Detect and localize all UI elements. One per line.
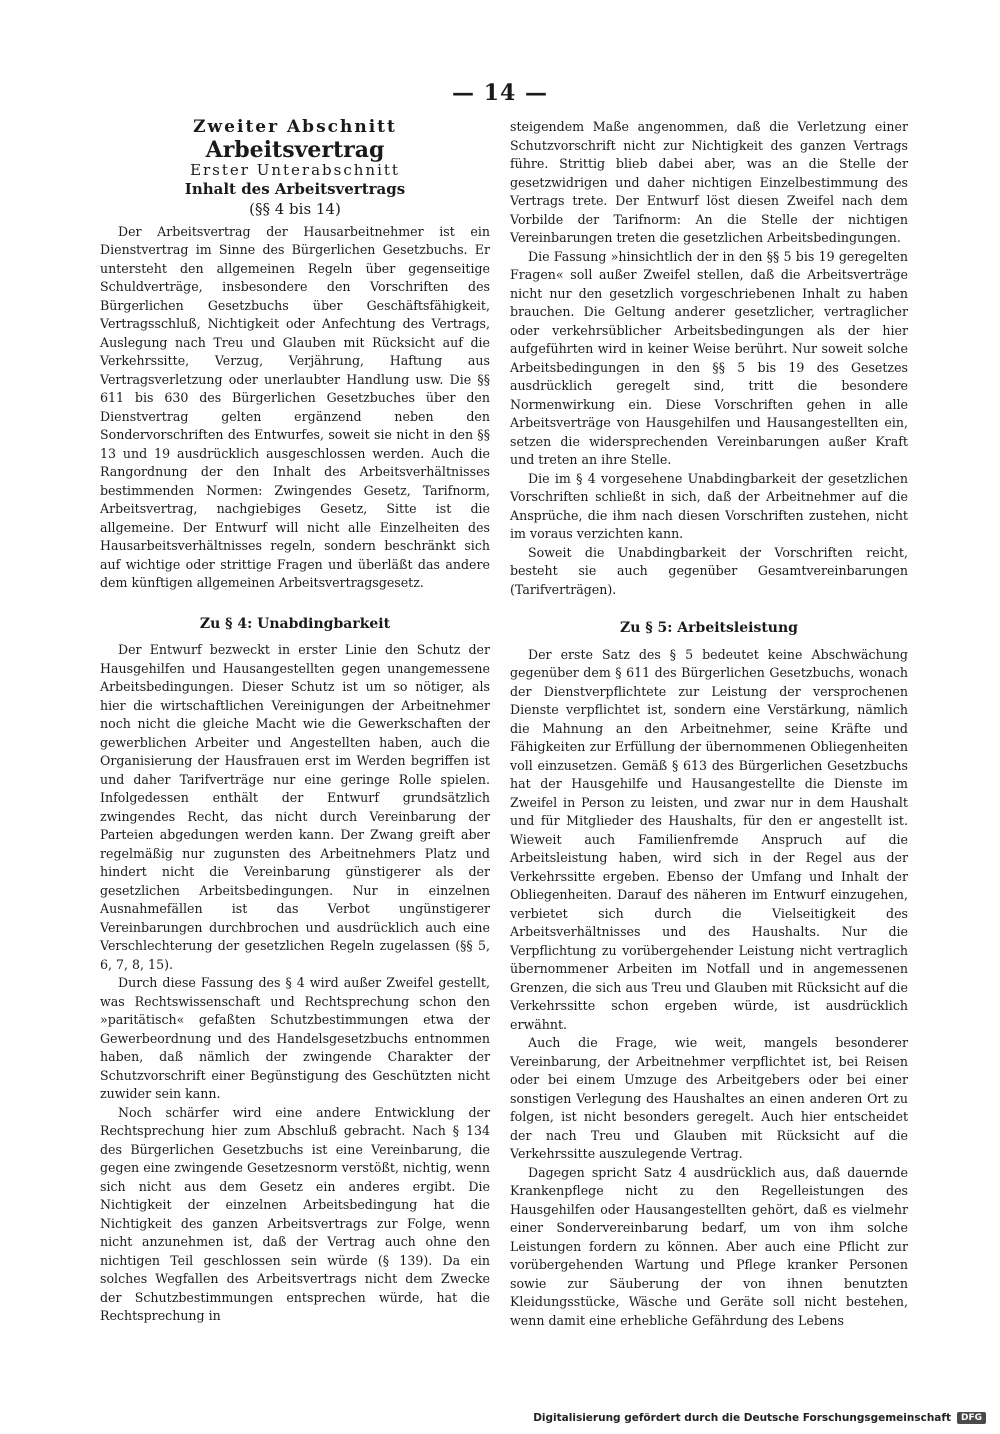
paragraph-5-2: Auch die Frage, wie weit, mangels besonderer Vereinbarung, der Arbeitnehmer verpflichtet ist, bei Reisen oder bei einem Umzuge des Arbeitgebers oder bei einer sonstigen Verlegung des Haushaltes an einen anderen Ort zu folgen, ist nicht besonders geregelt. Auch hier entscheidet der nach Treu und Glauben mit Rücksicht auf die Verkehrssitte auszulegende Vertrag. xyxy=(510,1035,908,1161)
fassung-paragraph: Die Fassung »hinsichtlich der in den §§ 5 bis 19 geregelten Fragen« soll außer Zweifel stellen, daß die Arbeitsverträge nicht nur den gesetzlich vorgeschriebenen Inhalt zu haben brauchen. Die Geltung anderer gesetzlicher, vertraglicher oder verkehrsüblicher Arbeitsbedingungen als der hier aufgeführten wird in keiner Weise berührt. Nur soweit solche Arbeitsbedingungen in den §§ 5 bis 19 des Gesetzes ausdrücklich geregelt sind, tritt die besondere Normenwirkung ein. Diese Vorschriften gehen in alle Arbeitsverträge von Hausgehilfen und Hausangestellten ein, setzen die widersprechenden Vereinbarungen außer Kraft und treten an ihre Stelle. xyxy=(510,248,908,467)
paragraph-5-3: Dagegen spricht Satz 4 ausdrücklich aus, daß dauernde Krankenpflege nicht zu den Regelleistungen des Hausgehilfen oder Hausangestellten gehört, daß es vielmehr einer Sondervereinbarung bedarf, um von ihm solche Leistungen fordern zu können. Aber auch eine Pflicht zur vorübergehenden Wartung und Pflege kranker Personen sowie zur Säuberung der von ihnen benutzten Kleidungsstücke, Wäsche und Geräte soll nicht bestehen, wenn damit eine erhebliche Gefährdung des Lebens xyxy=(510,1164,908,1328)
subsection-heading: Inhalt des Arbeitsvertrags xyxy=(184,179,406,198)
unabdingbarkeit-paragraph: Die im § 4 vorgesehene Unabdingbarkeit der gesetzlichen Vorschriften schließt in sich, daß der Arbeitnehmer auf die Ansprüche, die ihm nach diesen Vorschriften zustehen, nicht im voraus verzichten kann. xyxy=(510,470,908,541)
left-column xyxy=(100,118,490,1326)
footer xyxy=(533,1412,986,1424)
section-heading: Arbeitsvertrag xyxy=(205,136,385,163)
paragraph-5-1: Der erste Satz des § 5 bedeutet keine Abschwächung gegenüber dem § 611 des Bürgerlichen Gesetzbuchs, wonach der Dienstverpflichtete zur Leistung der versprochenen Dienste verpflichtet ist, sondern eine Verstärkung, nämlich die Mahnung an den Arbeitnehmer, seine Kräfte und Fähigkeiten zur Erfüllung der übernommenen Obliegenheiten voll einzusetzen. Gemäß § 613 des Bürgerlichen Gesetzbuchs hat der Hausgehilfe und Hausangestellte die Dienste im Zweifel in Person zu leisten, und zwar nur in dem Haushalt und für Mitglieder des Haushalts, für den er angestellt ist. Wieweit auch Familienfremde Anspruch auf die Arbeitsleistung haben, wird sich in der Regel aus der Verkehrssitte ergeben. Ebenso der Umfang und Inhalt der Obliegenheiten. Darauf des näheren im Entwurf einzugehen, verbietet sich durch die Vielseitigkeit des Arbeitsverhältnisses und des Haushalts. Nur die Verpflichtung zu vorübergehender Leistung nicht vertraglich übernommener Arbeiten im Notfall und in angemessenen Grenzen, die sich aus Treu und Glauben mit Rücksicht auf die Verkehrssitte schon ergeben würde, ist ausdrücklich erwähnt. xyxy=(510,646,908,1032)
paragraph-4-3: Noch schärfer wird eine andere Entwicklung der Rechtsprechung hier zum Abschluß gebracht. Nach § 134 des Bürgerlichen Gesetzbuchs ist eine Vereinbarung, die gegen eine zwingende Gesetzesnorm verstößt, nichtig, wenn sich nicht aus dem Gesetz ein anderes ergibt. Die Nichtigkeit der einzelnen Arbeitsbedingung hat die Nichtigkeit des ganzen Arbeitsvertrags zur Folge, wenn nicht anzunehmen ist, daß der Vertrag auch ohne den nichtigen Teil geschlossen sein würde (§ 139). Da ein solches Wegfallen des Arbeitsvertrags nicht dem Zwecke der Schutzbestimmungen entsprechen würde, hat die Rechtsprechung in xyxy=(100,1104,490,1323)
right-column xyxy=(510,118,908,1330)
soweit-paragraph: Soweit die Unabdingbarkeit der Vorschriften reicht, besteht sie auch gegenüber Gesamtvereinbarungen (Tarifverträgen). xyxy=(510,544,908,597)
heading-section-4: Zu § 4: Unabdingbarkeit xyxy=(199,615,391,632)
subsection-title: Erster Unterabschnitt xyxy=(190,161,400,179)
paragraph-4-2: Durch diese Fassung des § 4 wird außer Zweifel gestellt, was Rechtswissenschaft und Rechtsprechung schon den »paritätisch« gefaßten Schutzbestimmungen etwa der Gewerbeordnung und des Handelsgesetzbuchs entnommen haben, daß nämlich der zwingende Charakter der Schutzvorschrift einer Begünstigung des Geschützten nicht zuwider sein kann. xyxy=(100,975,490,1101)
dfg-logo: DFG xyxy=(957,1412,986,1424)
paragraph-4-1: Der Entwurf bezweckt in erster Linie den Schutz der Hausgehilfen und Hausangestellten gegen unangemessene Arbeitsbedingungen. Dieser Schutz ist um so nötiger, als hier die wirtschaftlichen Vereinigungen der Arbeitnehmer noch nicht die gleiche Macht wie die Gewerkschaften der gewerblichen Arbeiter und Angestellten haben, auch die Organisierung der Hausfrauen erst im Werden begriffen ist und daher Tarifverträge nur eine geringe Rolle spielen. Infolgedessen enthält der Entwurf grundsätzlich zwingendes Recht, das nicht durch Vereinbarung der Parteien abgedungen werden kann. Der Zwang greift aber regelmäßig nur zugunsten des Arbeitnehmers Platz und hindert nicht die Vereinbarung günstigerer als der gesetzlichen Arbeitsbedingungen. Nur in einzelnen Ausnahmefällen ist das Verbot ungünstigerer Vereinbarungen durchbrochen und ausdrücklich auch eine Verschlechterung der gesetzlichen Regeln zugelassen (§§ 5, 6, 7, 8, 15). xyxy=(100,642,490,972)
page-number: — 14 — xyxy=(452,80,548,106)
continuation-paragraph: steigendem Maße angenommen, daß die Verletzung einer Schutzvorschrift nicht zur Nichtigkeit des ganzen Vertrags führe. Strittig blieb dabei aber, was an die Stelle der gesetzwidrigen und daher nichtigen Einzelbestimmung des Vertrags trete. Der Entwurf löst diesen Zweifel nach dem Vorbilde der Tarifnorm: An die Stelle der nichtigen Vereinbarungen treten die gesetzlichen Arbeitsbedingungen. xyxy=(510,119,908,245)
paragraph-range: (§§ 4 bis 14) xyxy=(249,200,341,218)
section-title: Zweiter Abschnitt xyxy=(193,117,397,137)
intro-paragraph: Der Arbeitsvertrag der Hausarbeitnehmer ist ein Dienstvertrag im Sinne des Bürgerlichen Gesetzbuchs. Er untersteht den allgemeinen Regeln über gegenseitige Schuldverträge, insbesondere den Vorschriften des Bürgerlichen Gesetzbuchs über Geschäftsfähigkeit, Vertragsschluß, Nichtigkeit oder Anfechtung des Vertrags, Auslegung nach Treu und Glauben mit Rücksicht auf die Verkehrssitte, Verzug, Verjährung, Haftung aus Vertragsverletzung oder unerlaubter Handlung usw. Die §§ 611 bis 630 des Bürgerlichen Gesetzbuches über den Dienstvertrag gelten ergänzend neben den Sondervorschriften des Entwurfes, soweit sie nicht in den §§ 13 und 19 ausdrücklich ausgeschlossen werden. Auch die Rangordnung der den Inhalt des Arbeitsverhältnisses bestimmenden Normen: Zwingendes Gesetz, Tarifnorm, Arbeitsvertrag, nachgiebiges Gesetz, Sitte ist die allgemeine. Der Entwurf will nicht alle Einzelheiten des Hausarbeitsverhältnisses regeln, sondern beschränkt sich auf wichtige oder strittige Fragen und überläßt das andere dem künftigen allgemeinen Arbeitsvertragsgesetz. xyxy=(100,223,490,590)
footer-credit-text: Digitalisierung gefördert durch die Deutsche Forschungsgemeinschaft xyxy=(533,1412,951,1424)
heading-section-5: Zu § 5: Arbeitsleistung xyxy=(620,620,798,636)
